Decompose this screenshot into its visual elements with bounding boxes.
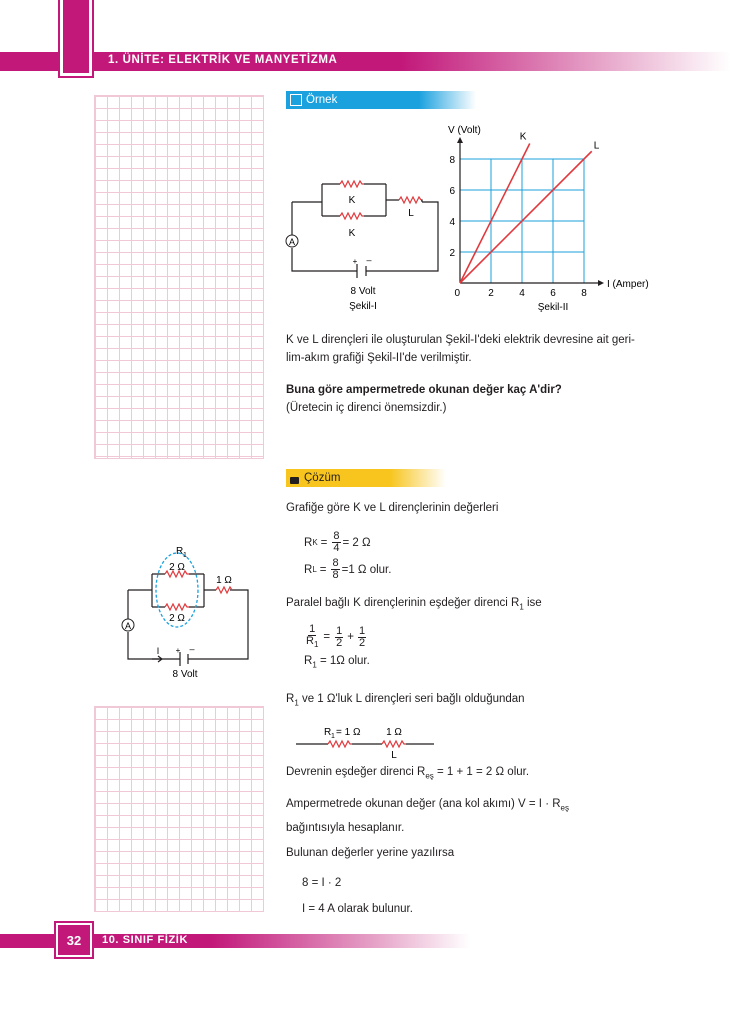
ammeter-text-main: Ampermetrede okunan değer (ana kol akımı) V = I · R: [286, 798, 561, 810]
resistor-k2-label: K: [348, 228, 356, 239]
x-tick-label: 8: [581, 288, 587, 299]
series-label-L: L: [593, 140, 600, 152]
rk-numerator: 8: [333, 530, 340, 542]
side-bottom-value: 2 Ω: [169, 613, 185, 624]
rl-equation: R L = $\frac{8}{8}$ =1 Ω olur.: [304, 557, 392, 581]
side-battery-plus: +: [175, 646, 181, 655]
side-series-value: 1 Ω: [216, 575, 232, 586]
rk-symbol: R: [304, 536, 313, 549]
figure-1-caption: Şekil-I: [349, 301, 377, 312]
example-question: Buna göre ampermetrede okunan değer kaç A'dir?: [286, 384, 562, 396]
rl-numerator: 8: [332, 557, 339, 569]
y-tick-label: 6: [449, 186, 455, 197]
y-tick-label: 2: [449, 248, 455, 259]
r1-result-symbol: R: [304, 655, 313, 667]
x-axis-arrow: [598, 280, 604, 286]
example-label-text: Örnek: [306, 94, 338, 106]
side-battery-voltage: 8 Volt: [172, 669, 198, 680]
final-equation-1: 8 = I · 2: [302, 877, 342, 889]
eq-half-den-1: 2: [336, 636, 343, 649]
y-axis-arrow: [457, 137, 463, 143]
eq-half-num-1: 1: [336, 624, 343, 637]
parallel-text: [286, 594, 542, 616]
y-axis-label: V (Volt): [448, 125, 481, 136]
series-l-value: 1 Ω: [386, 727, 402, 738]
series-text-sub: 1: [294, 698, 299, 708]
chart-title: Şekil-II: [537, 302, 569, 313]
equivalent-text-sub: eş: [425, 771, 434, 781]
side-ammeter-label: A: [124, 621, 132, 631]
parallel-text-main: Paralel bağlı K dirençlerinin eşdeğer direnci R: [286, 597, 520, 609]
side-r1-sub: 1: [183, 552, 187, 559]
example-note: (Üretecin iç direnci önemsizdir.): [286, 402, 447, 414]
external-link-icon: [290, 94, 302, 106]
eq-r1-sub: 1: [313, 640, 319, 650]
ammeter-text-line-2: bağıntısıyla hesaplanır.: [286, 822, 405, 835]
r1-result: [304, 652, 370, 674]
rk-equation: R K = $\frac{8}{4}$ = 2 Ω: [304, 530, 371, 554]
eq-half-num-2: 1: [358, 624, 366, 637]
x-tick-label: 0: [454, 288, 460, 299]
example-paragraph: [286, 331, 686, 367]
series-figure: [294, 722, 439, 762]
rk-denominator: 4: [333, 542, 340, 554]
series-l-label: L: [391, 750, 397, 761]
x-axis-label: I (Amper): [607, 279, 649, 290]
solution-label-text: Çözüm: [304, 472, 341, 484]
r1-result-sub: 1: [312, 660, 317, 670]
header-tab: [60, 0, 92, 76]
eq-r1-den: [306, 636, 318, 650]
side-battery-minus: –: [189, 644, 195, 654]
equivalent-text: [286, 763, 529, 785]
side-circuit-figure: [112, 540, 257, 682]
rl-result: =1 Ω olur.: [341, 563, 392, 576]
parallel-equation: $\frac{1}{R_1}$ = $\frac{1}{2}$ + $\frac{1}{2}$: [306, 623, 366, 650]
rl-subscript: L: [312, 564, 317, 574]
series-label-K: K: [519, 131, 527, 143]
eq-half-den-2: 2: [358, 636, 366, 649]
substitute-text: Bulunan değerler yerine yazılırsa: [286, 847, 455, 859]
y-tick-label: 4: [449, 217, 455, 228]
side-top-value: 2 Ω: [169, 562, 185, 573]
eq-one: 1: [309, 623, 316, 635]
rk-result: = 2 Ω: [342, 536, 371, 549]
x-tick-label: 6: [550, 288, 556, 299]
example-paragraph-line-2: lim-akım grafiği Şekil-II'de verilmiştir.: [286, 352, 472, 364]
side-current-label: I: [156, 646, 160, 656]
series-r1-label: R: [324, 727, 332, 738]
unit-title: 1. ÜNİTE: ELEKTRİK VE MANYETİZMA: [108, 54, 338, 66]
ammeter-text: [286, 795, 569, 837]
ammeter-label: A: [288, 237, 296, 247]
series-text: [286, 690, 525, 712]
book-title: 10. SINIF FİZİK: [102, 934, 189, 946]
battery-plus: +: [352, 257, 358, 266]
series-text-r: R: [286, 693, 295, 705]
series-line-K: [460, 144, 530, 284]
eq-r1-symbol: R: [306, 635, 314, 647]
series-r1-sub: 1: [331, 733, 335, 740]
equivalent-text-main: Devrenin eşdeğer direnci R: [286, 766, 426, 778]
equivalent-text-end: = 1 + 1 = 2 Ω olur.: [433, 766, 530, 778]
page-number: 32: [66, 932, 82, 948]
rl-denominator: 8: [332, 569, 339, 581]
r1-result-value: = 1Ω olur.: [319, 655, 370, 667]
ammeter-text-sub: eş: [560, 803, 569, 813]
final-equation-2: I = 4 A olarak bulunur.: [302, 903, 413, 915]
rl-symbol: R: [304, 563, 313, 576]
solution-intro: Grafiğe göre K ve L dirençlerinin değerleri: [286, 502, 499, 514]
solution-label: [286, 469, 446, 487]
page-number-box: [56, 923, 92, 957]
series-line-L: [460, 151, 592, 283]
battery-voltage: 8 Volt: [350, 286, 376, 297]
resistor-l-label: L: [408, 208, 414, 219]
note-grid-bottom: [94, 706, 264, 912]
unlock-icon: [290, 477, 299, 484]
battery-minus: –: [366, 255, 372, 265]
example-paragraph-line-1: K ve L dirençleri ile oluşturulan Şekil-I'deki elektrik devresine ait geri-: [286, 334, 635, 346]
resistor-k1-label: K: [348, 195, 356, 206]
x-tick-label: 2: [488, 288, 494, 299]
series-r1-value: = 1 Ω: [336, 727, 361, 738]
example-label: [286, 91, 476, 109]
x-tick-label: 4: [519, 288, 525, 299]
side-r1-label: R: [176, 546, 184, 557]
parallel-text-end: ise: [523, 597, 542, 609]
vi-chart: [440, 122, 660, 317]
y-tick-label: 8: [449, 155, 455, 166]
note-grid-top: [94, 95, 264, 459]
rk-subscript: K: [312, 537, 318, 547]
circuit-figure-1: [282, 160, 444, 316]
parallel-text-sub: 1: [519, 602, 524, 612]
series-text-main: ve 1 Ω'luk L dirençleri seri bağlı olduğundan: [298, 693, 525, 705]
